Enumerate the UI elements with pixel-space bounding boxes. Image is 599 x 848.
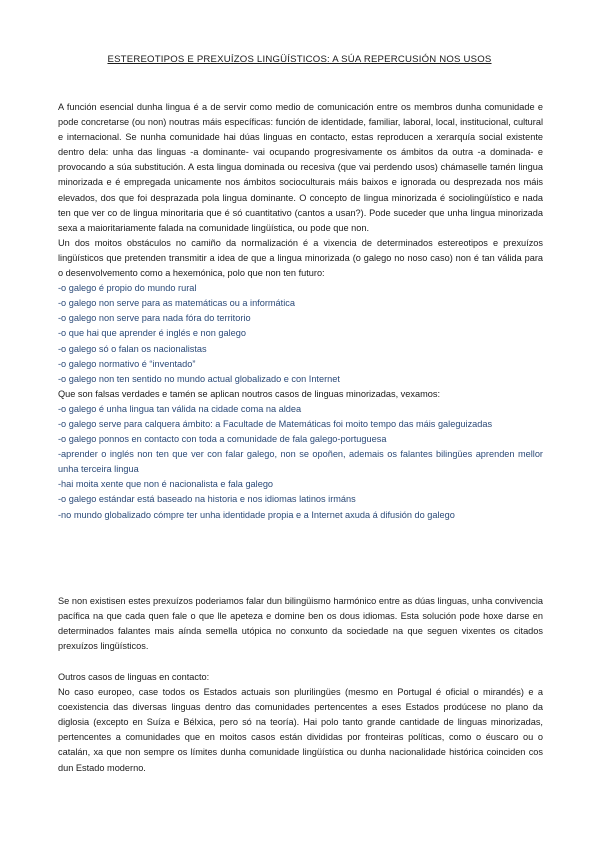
list-item: -o galego non ten sentido no mundo actual globalizado e con Internet — [58, 373, 340, 384]
paragraph-1: A función esencial dunha lingua é a de servir como medio de comunicación entre os membros dunha comunidade e pode concretarse (ou non) noutras máis específicas: función de identidade, familiar, laboral, local, institucional, cultural e internacional. Se nunha comunidade hai dúas linguas en contacto, estas reproducen a xerarquía social existente dentro dela: unha das linguas -a dominante- vai ocupando progresivamente os ámbitos da outra -a dominada- e provocando a súa substitución. A esta lingua dominada ou recesiva (que vai perdendo usos) chámaselle tamén lingua minorizada e é empregada unicamente nos ámbitos socioculturais máis baixos e ignorada ou desprezada nos máis elevados, dos que foi desprazada pola lingua dominante. O concepto de lingua minorizada é sociolingüístico e nada ten que ver co de lingua minoritaria que é só cuantitativo (cantos a usan?). Pode suceder que unha lingua minorizada sexa a maioritariamente falada na comunidade lingüística, ou pode que non. — [58, 102, 543, 233]
list-item: -no mundo globalizado cómpre ter unha identidade propia e a Internet axuda á difusión do galego — [58, 509, 455, 520]
list-item: -o galego é unha lingua tan válida na cidade coma na aldea — [58, 403, 302, 414]
rebuttal-list — [58, 402, 543, 523]
list-item: -o galego estándar está baseado na historia e nos idiomas latinos irmáns — [58, 494, 356, 505]
list-item: -o galego non serve para as matemáticas ou a informática — [58, 298, 295, 309]
list-item: -aprender o inglés non ten que ver con falar galego, non se opoñen, ademais os falantes bilingües aprenden mellor unha terceira lingua — [58, 449, 543, 475]
paragraph-4: Se non existisen estes prexuízos poderiamos falar dun bilingüismo harmónico entre as dúas linguas, unha convivencia pacífica na que cada quen fale o que lle apeteza e domine ben os dous idiomas. Esta solución pode hoxe darse en determinados falantes mais aínda semella utópica no conxunto da sociedade na que seguen vixentes os citados prexuízos lingüísticos. — [58, 596, 543, 652]
paragraph-5-heading: Outros casos de linguas en contacto: — [58, 672, 210, 682]
list-item: -o galego só o falan os nacionalistas — [58, 343, 207, 354]
paragraph-2: Un dos moitos obstáculos no camiño da normalización é a vixencia de determinados estereotipos e prexuízos lingüísticos que pretenden transmitir a idea de que a lingua minorizada (o galego no noso caso) non é tan válida para o desenvolvemento como a hexemónica, polo que non ten futuro: — [58, 237, 543, 279]
list-item: -o que hai que aprender é inglés e non galego — [58, 328, 246, 339]
list-item: -o galego ponnos en contacto con toda a comunidade de fala galego-portuguesa — [58, 434, 387, 445]
list-item: -o galego serve para calquera ámbito: a Facultade de Matemáticas foi moito tempo das máis galeguizadas — [58, 418, 493, 429]
list-item: -o galego normativo é “inventado” — [58, 358, 196, 369]
list-item: -o galego non serve para nada fóra do territorio — [58, 313, 251, 324]
body-section-1 — [58, 100, 543, 523]
stereotype-list — [58, 281, 543, 387]
list-item: -hai moita xente que non é nacionalista e fala galego — [58, 479, 274, 490]
body-section-3 — [58, 670, 543, 776]
paragraph-5: No caso europeo, case todos os Estados actuais son plurilingües (mesmo en Portugal é oficial o mirandés) e a coexistencia das diversas linguas dentro das comunidades pertencentes a eses Estados prodúcese no plano da diglosia (excepto en Suíza e Bélxica, pero só na teoría). Hai polo tanto grande cantidade de linguas minorizadas, pertencentes a comunidades que en moitos casos están divididas por fronteiras políticas, como o éuscaro ou o catalán, xa que non sempre os límites dunha comunidade lingüística ou dunha nacionalidade histórica coinciden cos dun Estado moderno. — [58, 687, 543, 773]
paragraph-3: Que son falsas verdades e tamén se aplican noutros casos de linguas minorizadas, vexamos: — [58, 388, 440, 399]
list-item: -o galego é propio do mundo rural — [58, 283, 197, 294]
document-title: ESTEREOTIPOS E PREXUÍZOS LINGÜÍSTICOS: A SÚA REPERCUSIÓN NOS USOS — [107, 54, 492, 65]
body-section-2 — [58, 594, 543, 654]
